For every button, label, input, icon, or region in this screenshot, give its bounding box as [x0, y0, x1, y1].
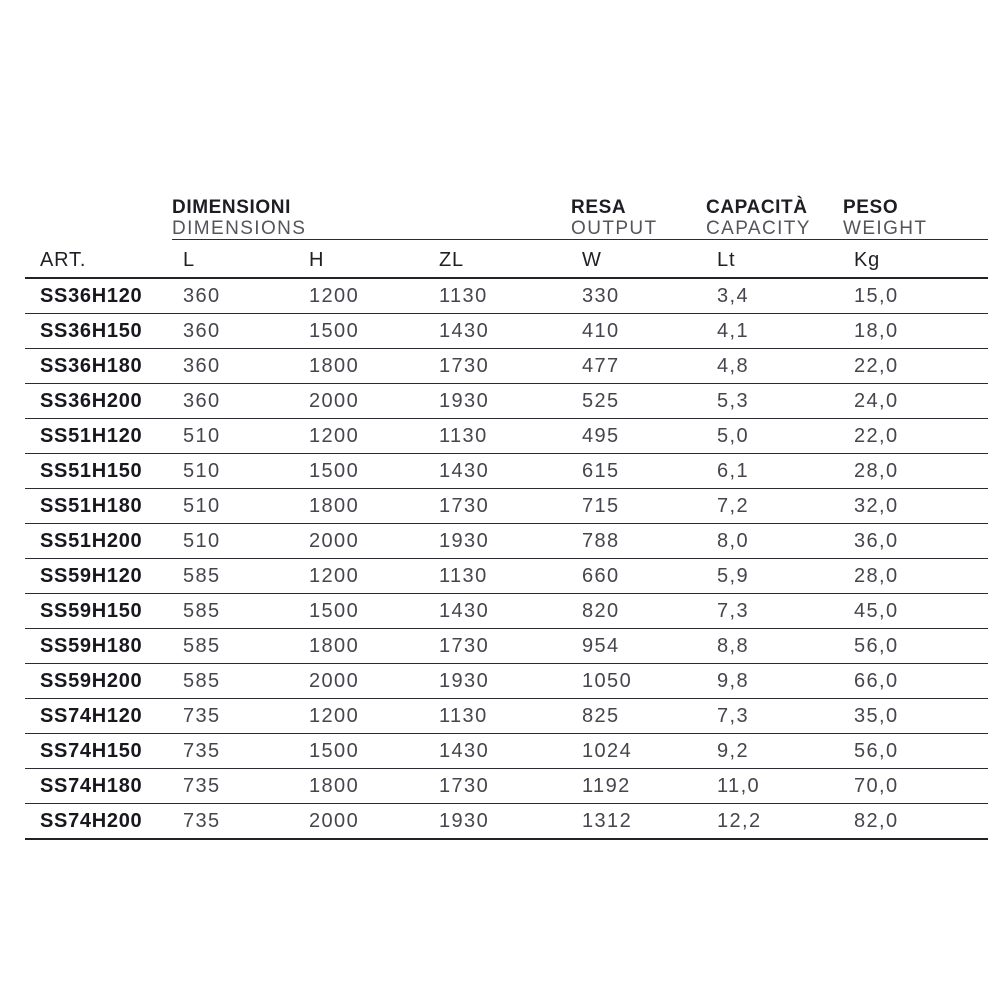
- column-header-zl: ZL: [428, 240, 571, 279]
- group-title-resa: RESA: [571, 197, 627, 218]
- cell-value: 510: [172, 489, 298, 524]
- cell-value: 1050: [571, 664, 706, 699]
- group-header-row: [25, 179, 988, 240]
- cell-article-code: SS51H120: [25, 419, 172, 454]
- cell-value: 735: [172, 734, 298, 769]
- group-header-dimensions: [172, 179, 571, 240]
- cell-value: 15,0: [843, 278, 988, 314]
- cell-value: 56,0: [843, 629, 988, 664]
- group-title-peso: PESO: [843, 197, 899, 218]
- cell-value: 1930: [428, 524, 571, 559]
- cell-value: 28,0: [843, 454, 988, 489]
- cell-article-code: SS74H180: [25, 769, 172, 804]
- cell-value: 9,2: [706, 734, 843, 769]
- cell-value: 1500: [298, 314, 428, 349]
- column-header-lt: Lt: [706, 240, 843, 279]
- cell-value: 45,0: [843, 594, 988, 629]
- table-row: [25, 419, 988, 454]
- cell-value: 1430: [428, 734, 571, 769]
- cell-value: 35,0: [843, 699, 988, 734]
- cell-value: 2000: [298, 664, 428, 699]
- cell-value: 2000: [298, 804, 428, 840]
- cell-value: 1930: [428, 384, 571, 419]
- group-subtitle-dimensions: DIMENSIONS: [172, 218, 307, 239]
- cell-value: 2000: [298, 524, 428, 559]
- cell-value: 360: [172, 384, 298, 419]
- group-title-dimensioni: DIMENSIONI: [172, 197, 291, 218]
- cell-value: 735: [172, 804, 298, 840]
- group-header-spacer: [25, 179, 172, 240]
- cell-value: 715: [571, 489, 706, 524]
- cell-value: 1730: [428, 349, 571, 384]
- cell-value: 3,4: [706, 278, 843, 314]
- table-row: [25, 594, 988, 629]
- cell-value: 6,1: [706, 454, 843, 489]
- group-subtitle-capacity: CAPACITY: [706, 218, 811, 239]
- cell-value: 1730: [428, 489, 571, 524]
- cell-value: 510: [172, 454, 298, 489]
- cell-value: 1130: [428, 699, 571, 734]
- cell-value: 1024: [571, 734, 706, 769]
- group-subtitle-output: OUTPUT: [571, 218, 658, 239]
- cell-value: 8,8: [706, 629, 843, 664]
- column-header-h: H: [298, 240, 428, 279]
- table-row: [25, 664, 988, 699]
- cell-value: 5,3: [706, 384, 843, 419]
- column-header-art: ART.: [25, 240, 172, 279]
- table-row: [25, 629, 988, 664]
- cell-value: 1500: [298, 734, 428, 769]
- cell-article-code: SS36H200: [25, 384, 172, 419]
- cell-value: 410: [571, 314, 706, 349]
- cell-article-code: SS74H200: [25, 804, 172, 840]
- table-row: [25, 769, 988, 804]
- cell-value: 1130: [428, 559, 571, 594]
- cell-value: 1200: [298, 699, 428, 734]
- cell-value: 1500: [298, 454, 428, 489]
- cell-value: 1312: [571, 804, 706, 840]
- column-header-w: W: [571, 240, 706, 279]
- group-header-weight: [843, 179, 988, 240]
- cell-value: 7,3: [706, 594, 843, 629]
- table-row: [25, 489, 988, 524]
- table-row: [25, 314, 988, 349]
- cell-value: 510: [172, 524, 298, 559]
- cell-value: 660: [571, 559, 706, 594]
- cell-value: 32,0: [843, 489, 988, 524]
- cell-value: 22,0: [843, 349, 988, 384]
- cell-value: 7,3: [706, 699, 843, 734]
- cell-value: 735: [172, 699, 298, 734]
- cell-value: 36,0: [843, 524, 988, 559]
- cell-value: 28,0: [843, 559, 988, 594]
- cell-value: 1730: [428, 629, 571, 664]
- cell-article-code: SS51H200: [25, 524, 172, 559]
- cell-value: 1730: [428, 769, 571, 804]
- cell-value: 585: [172, 629, 298, 664]
- cell-article-code: SS36H150: [25, 314, 172, 349]
- cell-value: 24,0: [843, 384, 988, 419]
- cell-value: 1930: [428, 664, 571, 699]
- table-row: [25, 384, 988, 419]
- column-header-kg: Kg: [843, 240, 988, 279]
- cell-value: 1800: [298, 629, 428, 664]
- cell-value: 4,8: [706, 349, 843, 384]
- cell-value: 477: [571, 349, 706, 384]
- cell-value: 1130: [428, 278, 571, 314]
- cell-value: 1930: [428, 804, 571, 840]
- cell-value: 954: [571, 629, 706, 664]
- cell-article-code: SS51H180: [25, 489, 172, 524]
- cell-value: 5,9: [706, 559, 843, 594]
- cell-value: 788: [571, 524, 706, 559]
- spec-table-container: [25, 179, 988, 840]
- cell-value: 735: [172, 769, 298, 804]
- cell-value: 1200: [298, 559, 428, 594]
- table-row: [25, 734, 988, 769]
- cell-value: 1800: [298, 349, 428, 384]
- cell-value: 7,2: [706, 489, 843, 524]
- cell-value: 1800: [298, 769, 428, 804]
- table-row: [25, 559, 988, 594]
- column-header-l: L: [172, 240, 298, 279]
- table-row: [25, 454, 988, 489]
- cell-value: 360: [172, 314, 298, 349]
- cell-value: 585: [172, 559, 298, 594]
- cell-value: 82,0: [843, 804, 988, 840]
- group-header-output: [571, 179, 706, 240]
- cell-value: 585: [172, 664, 298, 699]
- cell-value: 360: [172, 278, 298, 314]
- cell-value: 825: [571, 699, 706, 734]
- cell-article-code: SS59H200: [25, 664, 172, 699]
- cell-value: 1130: [428, 419, 571, 454]
- cell-article-code: SS59H150: [25, 594, 172, 629]
- cell-article-code: SS36H180: [25, 349, 172, 384]
- cell-article-code: SS36H120: [25, 278, 172, 314]
- cell-value: 1800: [298, 489, 428, 524]
- cell-value: 12,2: [706, 804, 843, 840]
- group-title-capacita: CAPACITÀ: [706, 197, 808, 218]
- group-subtitle-weight: WEIGHT: [843, 218, 928, 239]
- spec-table: [25, 179, 988, 840]
- cell-value: 1430: [428, 454, 571, 489]
- cell-article-code: SS59H180: [25, 629, 172, 664]
- cell-value: 18,0: [843, 314, 988, 349]
- table-row: [25, 699, 988, 734]
- cell-article-code: SS59H120: [25, 559, 172, 594]
- table-row: [25, 278, 988, 314]
- cell-value: 56,0: [843, 734, 988, 769]
- cell-value: 66,0: [843, 664, 988, 699]
- cell-article-code: SS51H150: [25, 454, 172, 489]
- cell-value: 1430: [428, 594, 571, 629]
- cell-value: 360: [172, 349, 298, 384]
- cell-value: 615: [571, 454, 706, 489]
- cell-value: 70,0: [843, 769, 988, 804]
- cell-value: 2000: [298, 384, 428, 419]
- cell-value: 4,1: [706, 314, 843, 349]
- cell-value: 1200: [298, 278, 428, 314]
- cell-value: 510: [172, 419, 298, 454]
- column-header-row: [25, 240, 988, 279]
- cell-value: 1430: [428, 314, 571, 349]
- table-row: [25, 524, 988, 559]
- cell-value: 820: [571, 594, 706, 629]
- table-body: [25, 278, 988, 839]
- cell-value: 330: [571, 278, 706, 314]
- cell-value: 1192: [571, 769, 706, 804]
- cell-article-code: SS74H120: [25, 699, 172, 734]
- group-header-capacity: [706, 179, 843, 240]
- cell-value: 11,0: [706, 769, 843, 804]
- cell-value: 8,0: [706, 524, 843, 559]
- cell-value: 495: [571, 419, 706, 454]
- cell-value: 585: [172, 594, 298, 629]
- cell-value: 525: [571, 384, 706, 419]
- cell-value: 1200: [298, 419, 428, 454]
- table-row: [25, 804, 988, 840]
- cell-value: 22,0: [843, 419, 988, 454]
- table-row: [25, 349, 988, 384]
- cell-article-code: SS74H150: [25, 734, 172, 769]
- cell-value: 9,8: [706, 664, 843, 699]
- cell-value: 5,0: [706, 419, 843, 454]
- cell-value: 1500: [298, 594, 428, 629]
